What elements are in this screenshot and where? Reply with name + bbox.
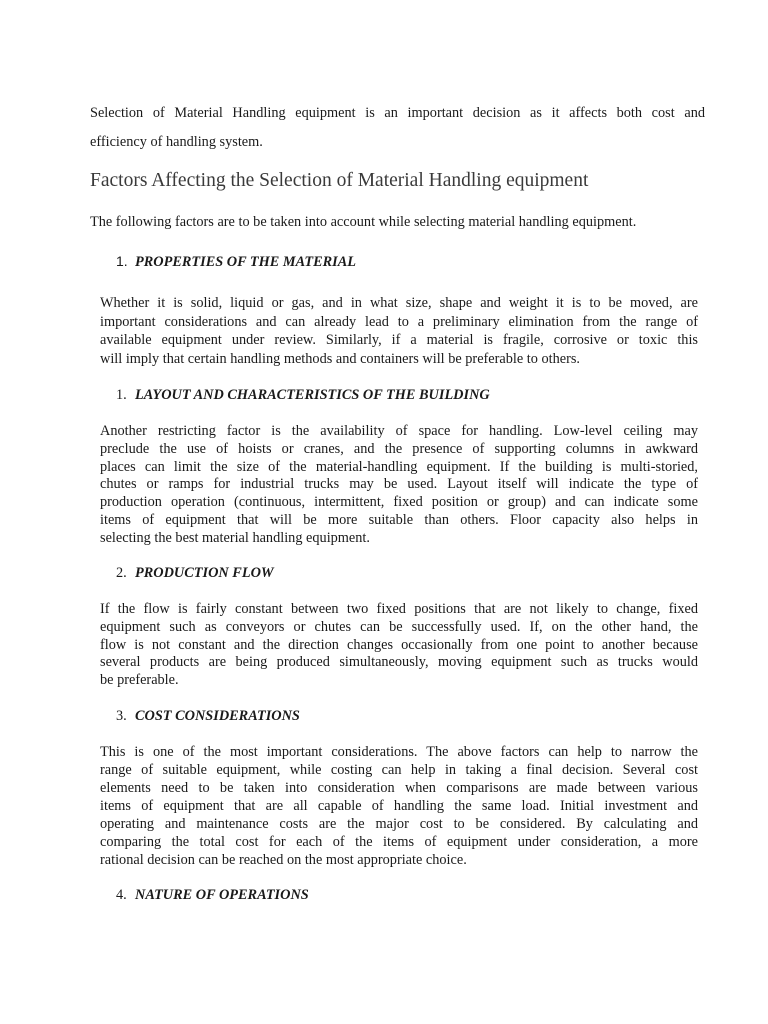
text-line: items of equipment that are all capable of handling the same load. Initial investment and xyxy=(100,798,698,814)
body-paragraph xyxy=(100,294,698,368)
text-line: rational decision can be reached on the most appropriate choice. xyxy=(100,852,467,868)
text-line: selecting the best material handling equipment. xyxy=(100,529,370,546)
list-item-heading xyxy=(116,253,356,271)
text-line: elements need to be taken into consideration when comparisons are made between various xyxy=(100,780,698,796)
body-paragraph xyxy=(100,743,698,869)
list-number: 4. xyxy=(116,887,127,903)
text-line: production operation (continuous, intermittent, fixed position or group) and can indicate some xyxy=(100,494,698,511)
text-line: several products are being produced simultaneously, moving equipment such as trucks would xyxy=(100,654,698,671)
text-line: available equipment under review. Similarly, if a material is fragile, corrosive or toxic this xyxy=(100,332,698,348)
list-title: PROPERTIES OF THE MATERIAL xyxy=(135,254,356,270)
text-line: preclude the use of hoists or cranes, and the presence of supporting columns in awkward xyxy=(100,440,698,457)
text-line: range of suitable equipment, while costing can help in taking a final decision. Several cost xyxy=(100,762,698,778)
list-title: NATURE OF OPERATIONS xyxy=(135,887,309,903)
text-line: flow is not constant and the direction changes occasionally from one point to another because xyxy=(100,636,698,653)
text-line: important considerations and can already lead to a preliminary elimination from the range of xyxy=(100,313,698,330)
list-number: 1. xyxy=(116,253,128,269)
text-line: items of equipment that will be more suitable than others. Floor capacity also helps in xyxy=(100,511,698,528)
text-line: places can limit the size of the material-handling equipment. If the building is multi-storied, xyxy=(100,458,698,475)
body-paragraph xyxy=(100,601,698,690)
text-line: Selection of Material Handling equipment is an important decision as it affects both cost and xyxy=(90,105,705,121)
text-line: will imply that certain handling methods and containers will be preferable to others. xyxy=(100,350,580,367)
lead-paragraph: The following factors are to be taken into account while selecting material handling equipment. xyxy=(90,214,637,230)
text-line: efficiency of handling system. xyxy=(90,134,263,150)
list-number: 3. xyxy=(116,708,127,724)
list-item-heading xyxy=(116,887,309,904)
text-line: This is one of the most important considerations. The above factors can help to narrow the xyxy=(100,744,698,760)
list-title: LAYOUT AND CHARACTERISTICS OF THE BUILDING xyxy=(135,387,490,403)
text-line: Whether it is solid, liquid or gas, and in what size, shape and weight it is to be moved, are xyxy=(100,295,698,311)
text-line: Another restricting factor is the availability of space for handling. Low-level ceiling may xyxy=(100,423,698,439)
text-line: equipment such as conveyors or chutes can be successfully used. If, on the other hand, the xyxy=(100,618,698,635)
text-line: comparing the total cost for each of the items of equipment under consideration, a more xyxy=(100,834,698,850)
body-paragraph xyxy=(100,423,698,548)
list-title: COST CONSIDERATIONS xyxy=(135,708,300,724)
list-number: 1. xyxy=(116,387,127,403)
section-heading: Factors Affecting the Selection of Material Handling equipment xyxy=(90,170,589,191)
list-item-heading xyxy=(116,565,274,582)
list-title: PRODUCTION FLOW xyxy=(135,565,274,581)
text-line: be preferable. xyxy=(100,672,179,689)
list-item-heading xyxy=(116,708,300,725)
list-item-heading xyxy=(116,387,490,404)
text-line: operating and maintenance costs are the major cost to be considered. By calculating and xyxy=(100,816,698,832)
text-line: chutes or ramps for industrial trucks may be used. Layout itself will indicate the type of xyxy=(100,476,698,493)
text-line: If the flow is fairly constant between two fixed positions that are not likely to change, fixed xyxy=(100,601,698,617)
intro-paragraph xyxy=(90,104,705,162)
list-number: 2. xyxy=(116,565,127,581)
